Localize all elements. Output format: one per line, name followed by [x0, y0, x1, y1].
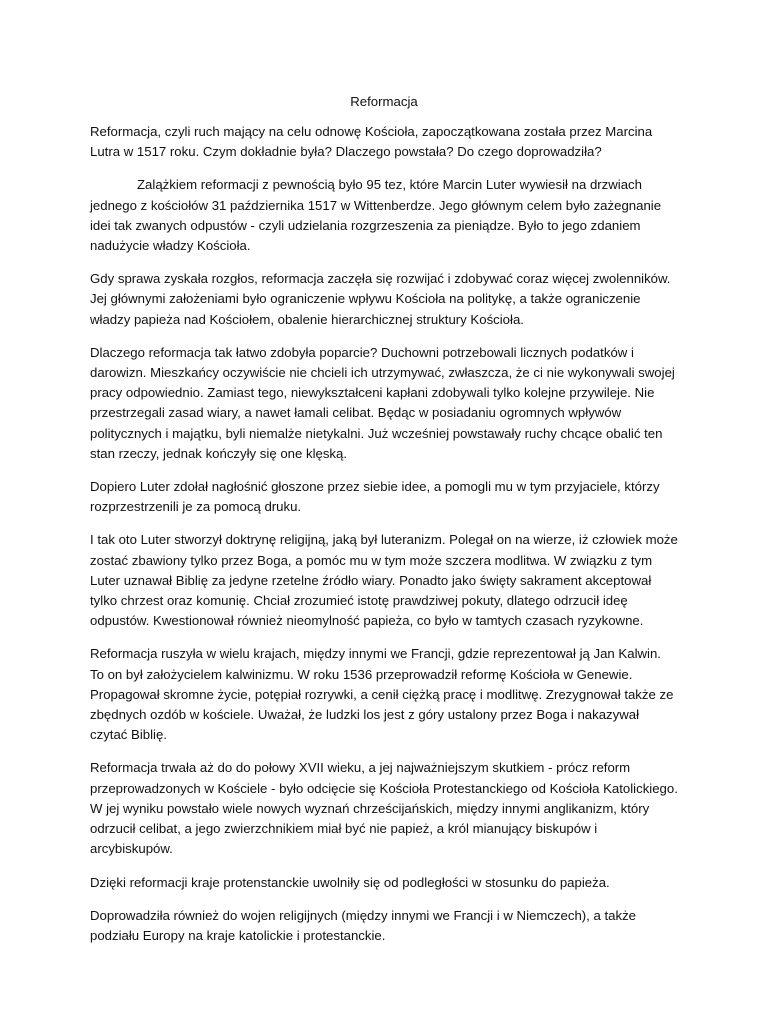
paragraph-wars: Doprowadziła również do wojen religijnych (między innymi we Francji i w Niemczech), a także podziału Europy na kraje katolickie i protestanckie. [90, 907, 637, 943]
document-title: Reformacja [350, 94, 418, 109]
paragraph-support: Dlaczego reformacja tak łatwo zdobyła poparcie? Duchowni potrzebowali licznych podatków i darowizn. Mieszkańcy oczywiście nie chcieli ich utrzymywać, zwłaszcza, że ci nie wykonywali swojej pracy odpowiednio. Zamiast tego, niewykształceni kapłani zdobywali tylko kolejne przywileje. Nie przestrzegali zasad wiary, a nawet łamali celibat. Będąc w posiadaniu ogromnych wpływów politycznych i majątku, byli niemalże nietykalni. Już wcześniej powstawały ruchy chcące obalić ten stan rzeczy, jednak kończyły się one klęską. [90, 344, 675, 461]
paragraph-spread: Gdy sprawa zyskała rozgłos, reformacja zaczęła się rozwijać i zdobywać coraz więcej zwolenników. Jej głównymi założeniami było ograniczenie wpływu Kościoła na politykę, a także ograniczenie władzy papieża nad Kościołem, obalenie hierarchicznej struktury Kościoła. [90, 271, 671, 327]
paragraph-effects: Reformacja trwała aż do do połowy XVII wieku, a jej najważniejszym skutkiem - prócz reform przeprowadzonych w Kościele - było odcięcie się Kościoła Protestanckiego od Kościoła Katolickiego. W jej wyniku powstało wiele nowych wyznań chrześcijańskich, między innymi anglikanizm, który odrzucił celibat, a jego zwierzchnikiem miał być nie papież, a król mianujący biskupów i arcybiskupów. [90, 760, 678, 857]
paragraph-independence: Dzięki reformacji kraje protenstanckie uwolniły się od podległości w stosunku do papieża. [90, 874, 610, 890]
paragraph-intro: Reformacja, czyli ruch mający na celu odnowę Kościoła, zapoczątkowana została przez Marcina Lutra w 1517 roku. Czym dokładnie była? Dlaczego powstała? Do czego doprowadziła? [90, 124, 653, 160]
paragraph-95-theses: Zalążkiem reformacji z pewnością było 95 tez, które Marcin Luter wywiesił na drzwiach jednego z kościołów 31 października 1517 w Wittenberdze. Jego głównym celem było zażegnanie idei tak zwanych odpustów - czyli udzielania rozgrzeszenia za pieniądze. Było to jego zdaniem nadużycie władzy Kościoła. [90, 177, 662, 254]
paragraph-print: Dopiero Luter zdołał nagłośnić głoszone przez siebie idee, a pomogli mu w tym przyjaciele, którzy rozprzestrzenili je za pomocą druku. [90, 479, 660, 515]
paragraph-lutheranism: I tak oto Luter stworzył doktrynę religijną, jaką był luteranizm. Polegał on na wierze, iż człowiek może zostać zbawiony tylko przez Boga, a pomóc mu w tym może szczera modlitwa. W związku z tym Luter uznawał Biblię za jedyne rzetelne źródło wiary. Ponadto jako święty sakrament akceptował tylko chrzest oraz komunię. Chciał zrozumieć istotę prawdziwej pokuty, dlatego odrzucił ideę odpustów. Kwestionował również nieomylność papieża, co było w tamtych czasach ryzykowne. [90, 532, 678, 629]
paragraph-calvin: Reformacja ruszyła w wielu krajach, między innymi we Francji, gdzie reprezentował ją Jan Kalwin. To on był założycielem kalwinizmu. W roku 1536 przeprowadził reformę Kościoła w Genewie. Propagował skromne życie, potępiał rozrywki, a cenił ciężką pracę i modlitwę. Zrezygnował także ze zbędnych ozdób w kościele. Uważał, że ludzki los jest z góry ustalony przez Boga i nakazywał czytać Biblię. [90, 646, 674, 743]
